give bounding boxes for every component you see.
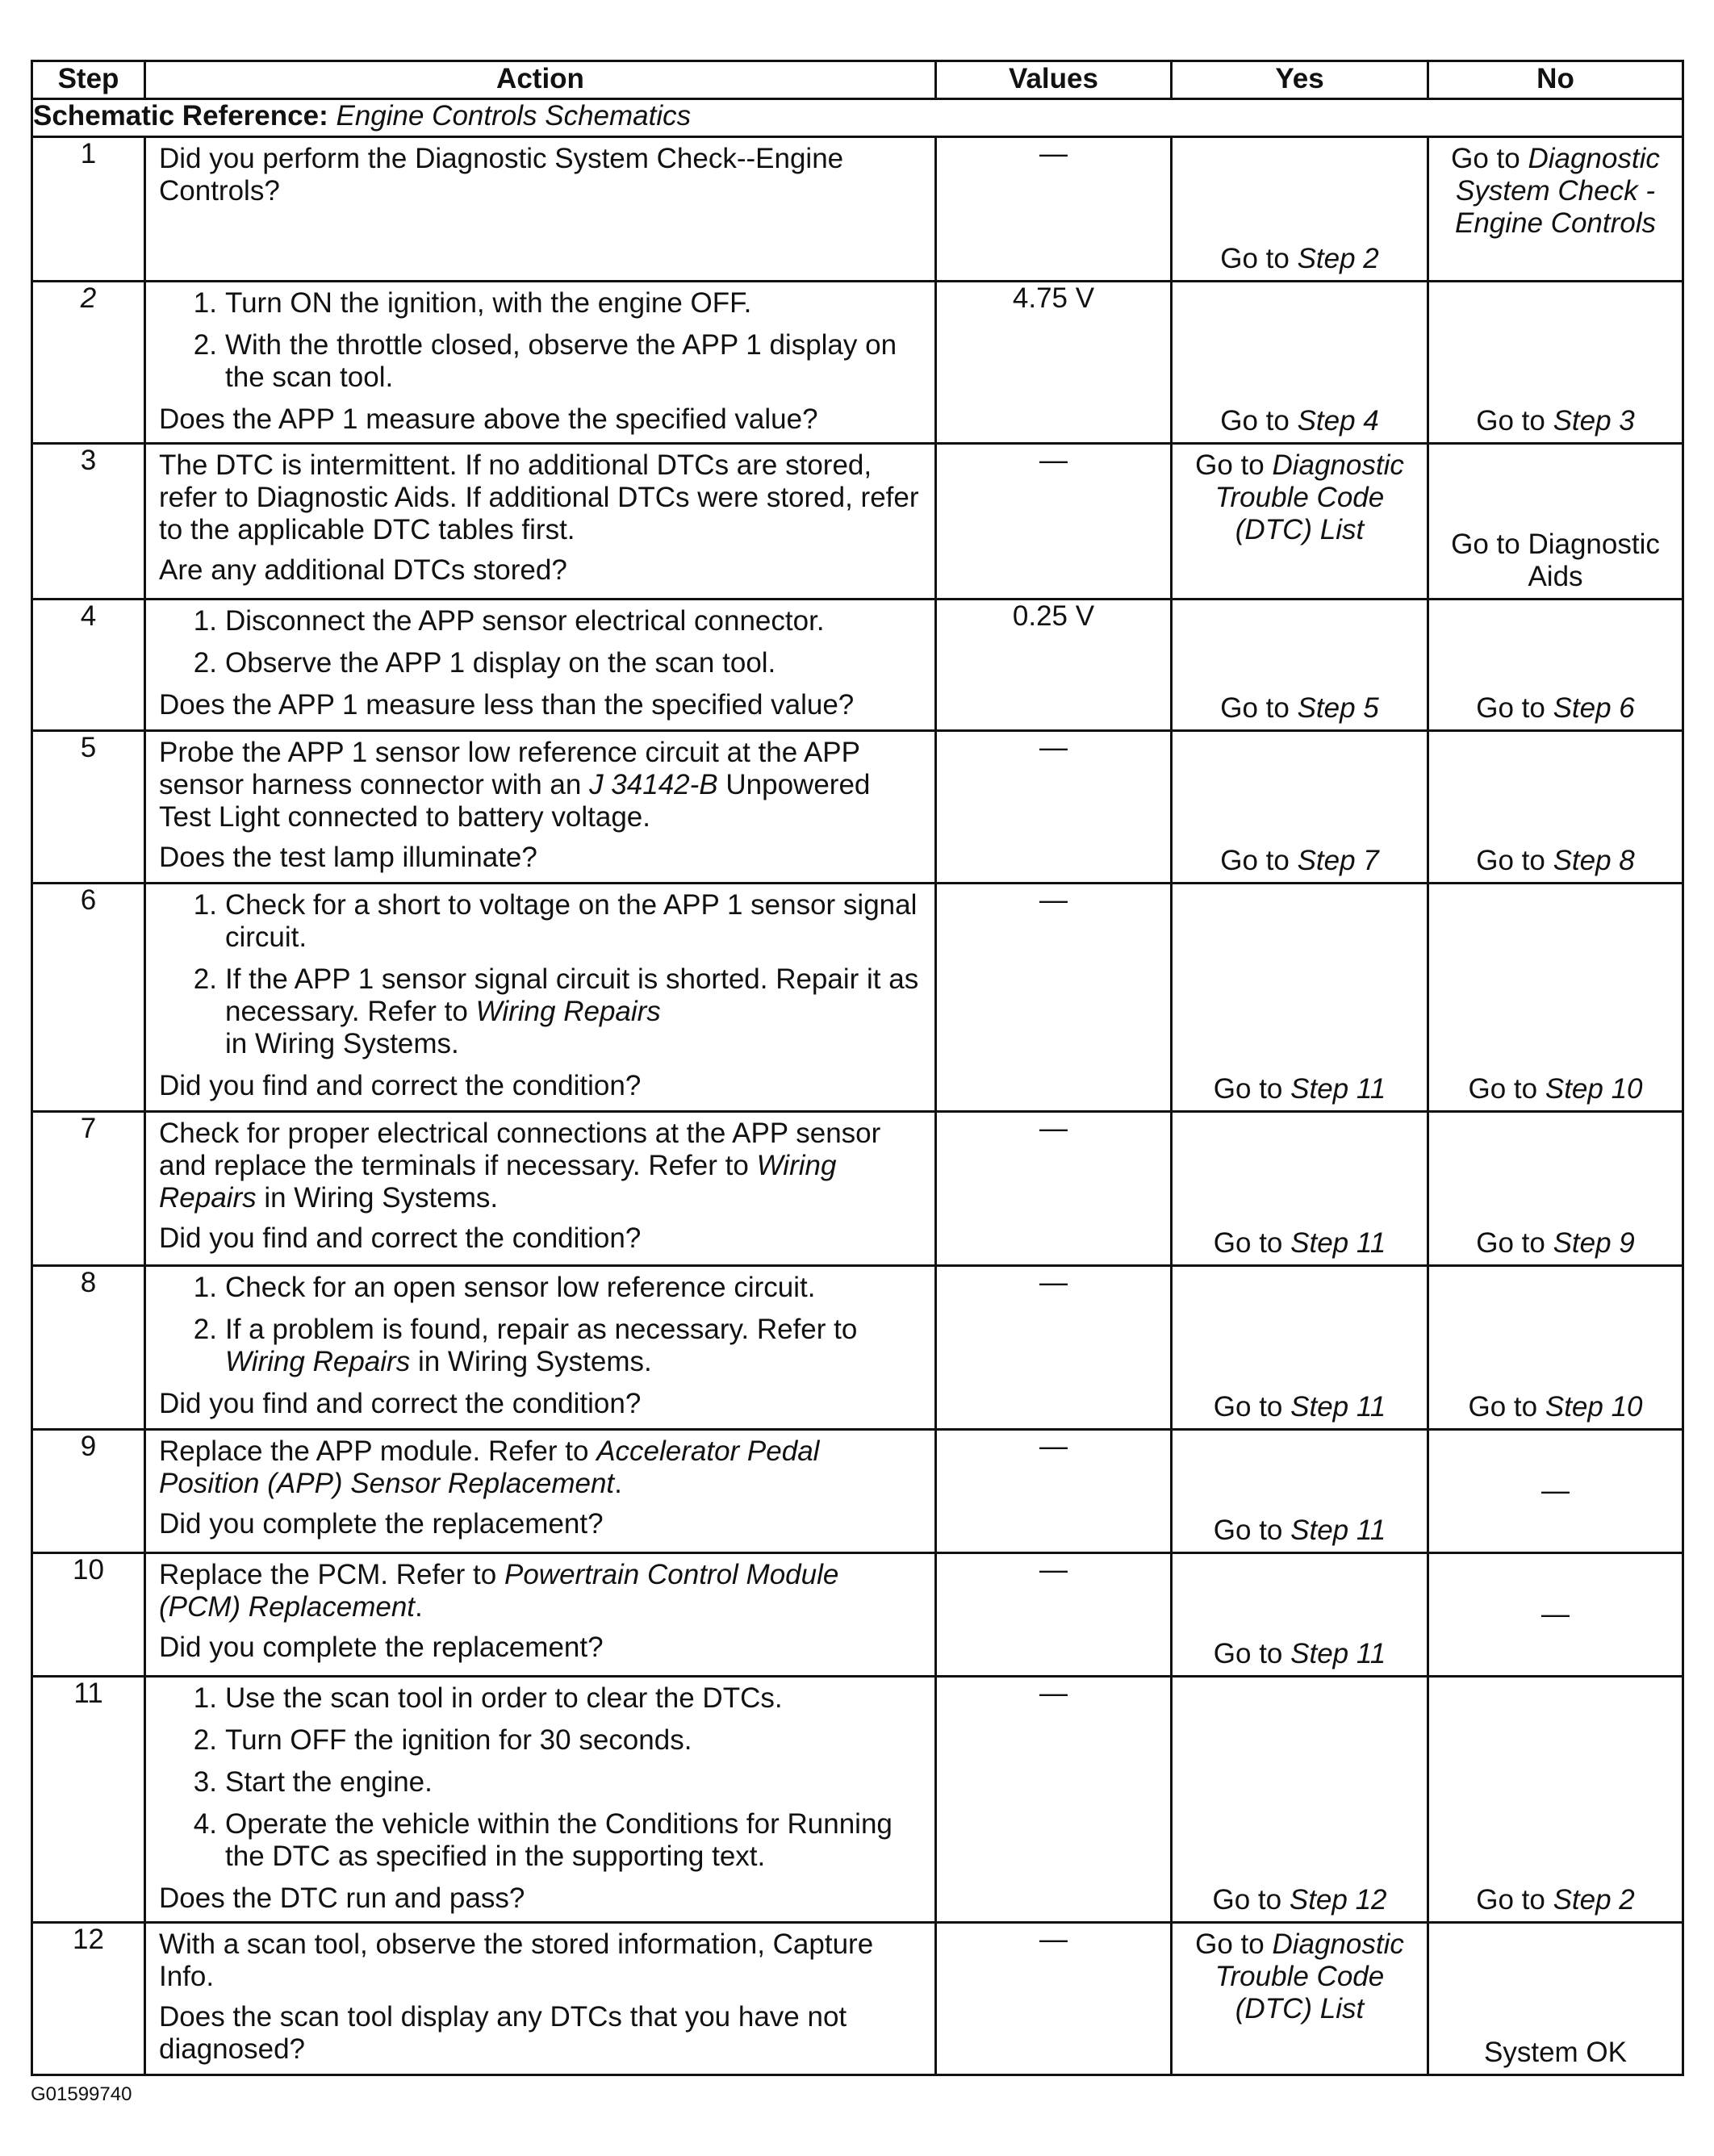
step-number: 2: [32, 282, 145, 444]
action-question: Did you find and correct the condition?: [159, 1070, 642, 1101]
substep: 1. Turn ON the ignition, with the engine OFF.: [193, 287, 752, 319]
table-row: [32, 1677, 1683, 1923]
value-cell: —: [936, 1923, 1172, 2075]
yes-cell: Go to Step 4: [1172, 282, 1428, 444]
yes-link[interactable]: Step 4: [1297, 405, 1379, 437]
action-cell: [145, 1923, 936, 2075]
yes-cell: Go to Step 7: [1172, 731, 1428, 884]
yes-cell: Go to Step 11: [1172, 1430, 1428, 1553]
substep: 4. Operate the vehicle within the Conditions for Running the DTC as specified in the supporting text.: [193, 1808, 893, 1872]
yes-link[interactable]: Step 11: [1290, 1515, 1386, 1546]
header-row: [32, 61, 1683, 99]
no-link[interactable]: Step 6: [1553, 692, 1635, 724]
step-number: 3: [32, 444, 145, 600]
yes-link[interactable]: Diagnostic Trouble Code (DTC) List: [1214, 449, 1404, 545]
action-cell: [145, 1266, 936, 1430]
table-row: [32, 282, 1683, 444]
table-row: [32, 1553, 1683, 1677]
no-cell: Go to Step 9: [1428, 1112, 1683, 1266]
no-cell: [1428, 444, 1683, 600]
yes-cell: Go to Diagnostic Trouble Code (DTC) List: [1172, 444, 1428, 600]
action-question: Does the scan tool display any DTCs that you have not diagnosed?: [159, 2001, 847, 2065]
yes-link[interactable]: Step 11: [1290, 1227, 1386, 1259]
yes-link[interactable]: Step 11: [1290, 1391, 1386, 1423]
yes-cell: Go to Step 11: [1172, 1553, 1428, 1677]
yes-link[interactable]: Step 5: [1297, 692, 1379, 724]
yes-link[interactable]: Step 11: [1290, 1073, 1386, 1105]
yes-cell: Go to Step 11: [1172, 1266, 1428, 1430]
no-cell: Go to Step 10: [1428, 1266, 1683, 1430]
action-question: Does the DTC run and pass?: [159, 1882, 525, 1914]
schematic-reference-row: [32, 99, 1683, 137]
no-link[interactable]: Step 10: [1545, 1073, 1643, 1105]
no-link[interactable]: Go to Diagnostic Aids: [1451, 529, 1660, 592]
action-cell: [145, 282, 936, 444]
step-number: 5: [32, 731, 145, 884]
table-row: [32, 137, 1683, 282]
yes-cell: Go to Step 5: [1172, 600, 1428, 731]
yes-cell: Go to Step 12: [1172, 1677, 1428, 1923]
action-text: Replace the PCM. Refer to Powertrain Control Module (PCM) Replacement.: [159, 1559, 839, 1623]
diagnostic-table-container: [31, 60, 1682, 2076]
action-text: With a scan tool, observe the stored information, Capture Info.: [159, 1928, 874, 1992]
action-question: Did you complete the replacement?: [159, 1508, 604, 1540]
value-cell: —: [936, 1266, 1172, 1430]
schematic-label: Schematic Reference:: [33, 100, 328, 132]
step-number: 7: [32, 1112, 145, 1266]
no-link[interactable]: Step 9: [1553, 1227, 1635, 1259]
value-cell: —: [936, 731, 1172, 884]
action-question: Did you complete the replacement?: [159, 1632, 604, 1663]
no-cell: Go to Step 10: [1428, 884, 1683, 1112]
substep: 3. Start the engine.: [193, 1766, 433, 1798]
action-cell: [145, 137, 936, 282]
value-cell: —: [936, 1430, 1172, 1553]
no-value: —: [1541, 1475, 1570, 1506]
yes-link[interactable]: Diagnostic Trouble Code (DTC) List: [1214, 1928, 1404, 2024]
no-cell: Go to Step 8: [1428, 731, 1683, 884]
yes-cell: Go to Step 11: [1172, 884, 1428, 1112]
yes-link[interactable]: Step 7: [1297, 845, 1379, 876]
value-cell: 4.75 V: [936, 282, 1172, 444]
action-text: Replace the APP module. Refer to Accelerator Pedal Position (APP) Sensor Replacement.: [159, 1435, 820, 1499]
no-link[interactable]: Diagnostic System Check - Engine Controls: [1454, 143, 1660, 239]
value-cell: —: [936, 444, 1172, 600]
value-cell: —: [936, 884, 1172, 1112]
action-question: Does the test lamp illuminate?: [159, 842, 537, 873]
action-question: Are any additional DTCs stored?: [159, 554, 567, 586]
substep: 2. Turn OFF the ignition for 30 seconds.: [193, 1724, 692, 1756]
schematic-link[interactable]: Engine Controls Schematics: [336, 100, 692, 132]
substep: 1. Use the scan tool in order to clear the DTCs.: [193, 1682, 783, 1714]
substep: 2. Observe the APP 1 display on the scan tool.: [193, 647, 776, 679]
no-link[interactable]: Step 10: [1545, 1391, 1643, 1423]
value-cell: —: [936, 137, 1172, 282]
step-number: 10: [32, 1553, 145, 1677]
substep: 2. With the throttle closed, observe the APP 1 display on the scan tool.: [193, 329, 897, 393]
yes-cell: [1172, 137, 1428, 282]
yes-cell: Go to Diagnostic Trouble Code (DTC) List: [1172, 1923, 1428, 2075]
header-values: Values: [936, 61, 1172, 99]
substep: 1. Disconnect the APP sensor electrical connector.: [193, 605, 825, 637]
no-link[interactable]: Step 8: [1553, 845, 1635, 876]
action-text: Check for proper electrical connections at the APP sensor and replace the terminals if necessary. Refer to Wiring Repairs in Wiring Systems.: [159, 1118, 881, 1214]
yes-link[interactable]: Step 12: [1289, 1884, 1387, 1916]
step-number: 1: [32, 137, 145, 282]
action-cell: [145, 1677, 936, 1923]
header-yes: Yes: [1172, 61, 1428, 99]
no-cell: Go to Step 2: [1428, 1677, 1683, 1923]
step-number: 11: [32, 1677, 145, 1923]
no-prefix: Go to: [1451, 143, 1520, 174]
table-row: [32, 731, 1683, 884]
action-text: Did you perform the Diagnostic System Check--Engine Controls?: [159, 143, 844, 207]
header-action: Action: [145, 61, 936, 99]
action-question: Does the APP 1 measure above the specified value?: [159, 403, 818, 435]
table-row: [32, 884, 1683, 1112]
step-number: 8: [32, 1266, 145, 1430]
step-number: 6: [32, 884, 145, 1112]
action-text: The DTC is intermittent. If no additional DTCs are stored, refer to Diagnostic Aids. If additional DTCs were stored, refer to the applicable DTC tables first.: [159, 449, 919, 545]
table-row: [32, 1266, 1683, 1430]
action-cell: [145, 731, 936, 884]
step-number: 9: [32, 1430, 145, 1553]
yes-prefix: Go to: [1220, 243, 1290, 274]
no-link[interactable]: Step 2: [1553, 1884, 1635, 1916]
action-question: Did you find and correct the condition?: [159, 1222, 642, 1254]
action-cell: [145, 1112, 936, 1266]
action-cell: [145, 884, 936, 1112]
table-row: [32, 1923, 1683, 2075]
substep: 2. If the APP 1 sensor signal circuit is shorted. Repair it as necessary. Refer to Wiring Repairs in Wiring Systems.: [193, 963, 919, 1059]
action-question: Did you find and correct the condition?: [159, 1388, 642, 1419]
figure-id: G01599740: [31, 2083, 132, 2105]
action-question: Does the APP 1 measure less than the specified value?: [159, 689, 855, 721]
substep: 1. Check for an open sensor low reference circuit.: [193, 1272, 816, 1303]
diagnostic-table: [31, 60, 1684, 2076]
step-number: 4: [32, 600, 145, 731]
action-text: Probe the APP 1 sensor low reference circuit at the APP sensor harness connector with an J 34142-B Unpowered Test Light connected to battery voltage.: [159, 737, 871, 833]
yes-cell: Go to Step 11: [1172, 1112, 1428, 1266]
action-cell: [145, 444, 936, 600]
no-cell: Go to Step 3: [1428, 282, 1683, 444]
yes-link[interactable]: Step 11: [1290, 1638, 1386, 1669]
no-cell: Go to Step 6: [1428, 600, 1683, 731]
table-row: [32, 444, 1683, 600]
yes-link[interactable]: Step 2: [1297, 243, 1379, 274]
no-cell: [1428, 1553, 1683, 1677]
no-link[interactable]: Step 3: [1553, 405, 1635, 437]
action-cell: [145, 600, 936, 731]
action-cell: [145, 1430, 936, 1553]
value-cell: 0.25 V: [936, 600, 1172, 731]
no-value: —: [1541, 1598, 1570, 1630]
table-row: [32, 1112, 1683, 1266]
no-cell: [1428, 1430, 1683, 1553]
value-cell: —: [936, 1677, 1172, 1923]
no-value: System OK: [1484, 2037, 1627, 2068]
table-row: [32, 600, 1683, 731]
header-step: Step: [32, 61, 145, 99]
no-cell: [1428, 1923, 1683, 2075]
table-row: [32, 1430, 1683, 1553]
value-cell: —: [936, 1112, 1172, 1266]
no-cell: [1428, 137, 1683, 282]
step-number: 12: [32, 1923, 145, 2075]
value-cell: —: [936, 1553, 1172, 1677]
substep: 2. If a problem is found, repair as necessary. Refer to Wiring Repairs in Wiring Systems.: [193, 1314, 858, 1377]
action-cell: [145, 1553, 936, 1677]
substep: 1. Check for a short to voltage on the APP 1 sensor signal circuit.: [193, 889, 918, 953]
header-no: No: [1428, 61, 1683, 99]
